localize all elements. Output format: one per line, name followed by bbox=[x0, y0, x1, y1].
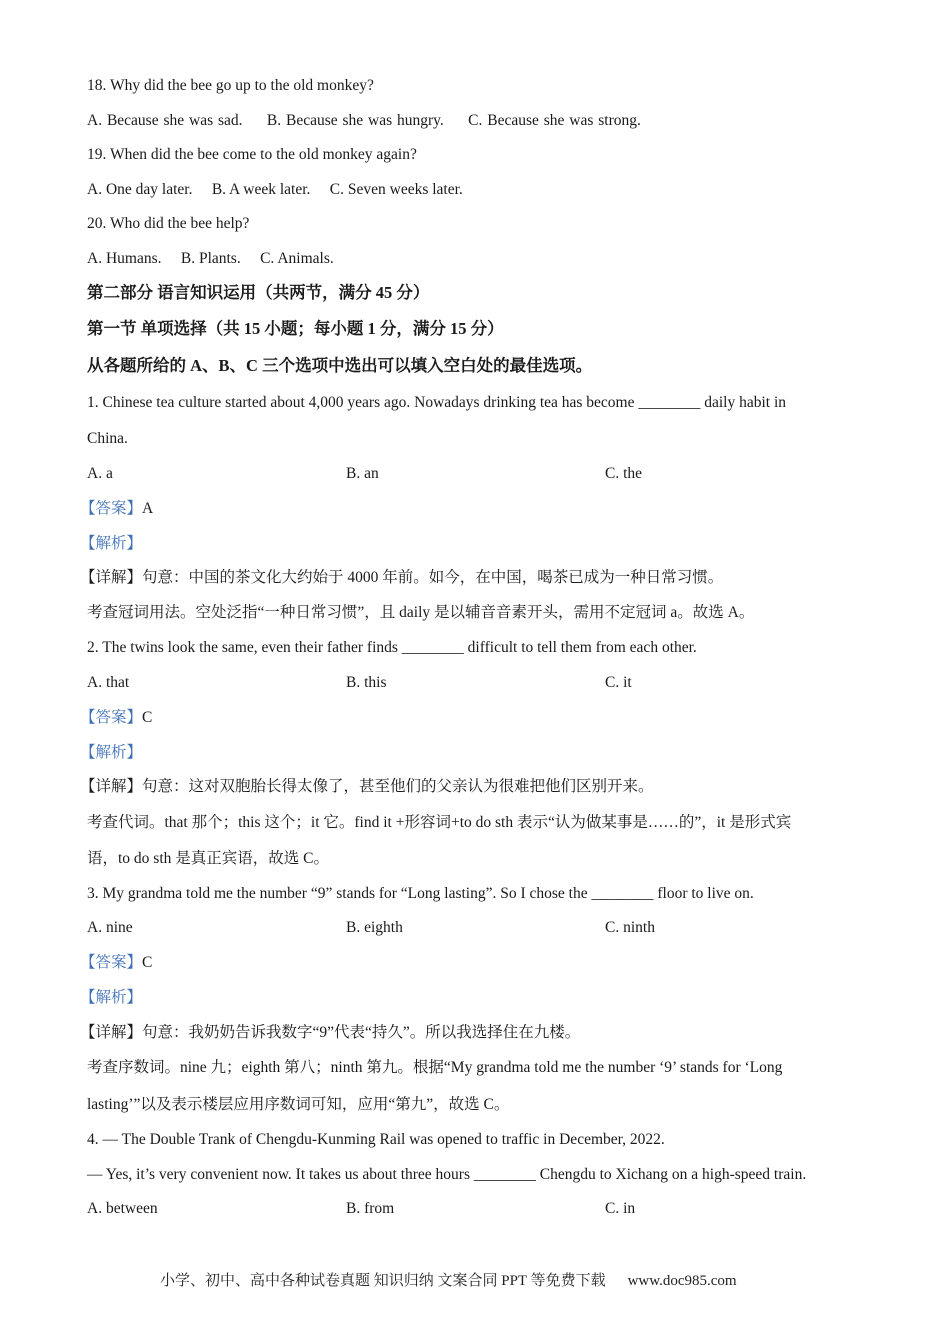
detail-text: 句意：这对双胞胎长得太像了，甚至他们的父亲认为很难把他们区别开来。 bbox=[142, 778, 654, 795]
q3-option-b: B. eighth bbox=[346, 919, 403, 936]
answer-label: 【答案】 bbox=[80, 954, 143, 971]
q1-detail bbox=[80, 568, 723, 588]
answer-label: 【答案】 bbox=[80, 500, 143, 517]
q2-stem: 2. The twins look the same, even their father finds ________ difficult to tell them from each other. bbox=[87, 639, 697, 656]
q1-analysis-label: 【解析】 bbox=[80, 535, 143, 552]
q3-detail bbox=[80, 1023, 580, 1043]
q1-stem: 1. Chinese tea culture started about 4,000 years ago. Nowadays drinking tea has become ________ daily habit in bbox=[87, 394, 787, 411]
question-19-options: A. One day later. B. A week later. C. Seven weeks later. bbox=[87, 181, 463, 198]
q3-stem: 3. My grandma told me the number “9” stands for “Long lasting”. So I chose the ________ floor to live on. bbox=[87, 885, 754, 902]
q2-detail bbox=[80, 777, 654, 797]
answer-value: A bbox=[142, 500, 154, 517]
question-18: 18. Why did the bee go up to the old monkey? bbox=[87, 77, 374, 94]
q4-option-b: B. from bbox=[346, 1200, 395, 1217]
question-20: 20. Who did the bee help? bbox=[87, 215, 250, 232]
q1-option-a: A. a bbox=[87, 465, 113, 482]
page-footer bbox=[160, 1269, 737, 1290]
q4-stem-cont: — Yes, it’s very convenient now. It takes us about three hours ________ Chengdu to Xichang on a high-speed train. bbox=[87, 1166, 807, 1183]
q1-option-c: C. the bbox=[605, 465, 643, 482]
q2-answer bbox=[80, 708, 152, 728]
q2-analysis-label: 【解析】 bbox=[80, 744, 143, 761]
q3-option-a: A. nine bbox=[87, 919, 133, 936]
q3-note: 考查序数词。nine 九；eighth 第八；ninth 第九。根据“My grandma told me the number ‘9’ stands for ‘Long bbox=[87, 1059, 783, 1076]
detail-label: 【详解】 bbox=[80, 569, 143, 586]
q1-stem-cont: China. bbox=[87, 430, 128, 447]
q2-option-b: B. this bbox=[346, 674, 387, 691]
q3-option-c: C. ninth bbox=[605, 919, 655, 936]
question-20-options: A. Humans. B. Plants. C. Animals. bbox=[87, 250, 334, 267]
detail-label: 【详解】 bbox=[80, 778, 143, 795]
footer-text: 小学、初中、高中各种试卷真题 知识归纳 文案合同 PPT 等免费下载 bbox=[160, 1273, 606, 1289]
q1-note: 考查冠词用法。空处泛指“一种日常习惯”，且 daily 是以辅音音素开头，需用不定冠词 a。故选 A。 bbox=[87, 604, 755, 621]
q1-answer bbox=[80, 499, 153, 519]
answer-value: C bbox=[142, 954, 153, 971]
q1-option-b: B. an bbox=[346, 465, 379, 482]
q2-option-c: C. it bbox=[605, 674, 632, 691]
question-19: 19. When did the bee come to the old monkey again? bbox=[87, 146, 417, 163]
q4-stem: 4. — The Double Trank of Chengdu-Kunming Rail was opened to traffic in December, 2022. bbox=[87, 1131, 665, 1148]
q4-option-a: A. between bbox=[87, 1200, 158, 1217]
part-heading: 第二部分 语言知识运用（共两节，满分 45 分） bbox=[87, 283, 430, 302]
answer-value: C bbox=[142, 709, 153, 726]
q3-analysis-label: 【解析】 bbox=[80, 989, 143, 1006]
instruction: 从各题所给的 A、B、C 三个选项中选出可以填入空白处的最佳选项。 bbox=[87, 356, 593, 375]
q2-note: 考查代词。that 那个；this 这个；it 它。find it +形容词+to do sth 表示“认为做某事是……的”，it 是形式宾 bbox=[87, 814, 792, 831]
detail-text: 句意：我奶奶告诉我数字“9”代表“持久”。所以我选择住在九楼。 bbox=[142, 1024, 581, 1041]
answer-label: 【答案】 bbox=[80, 709, 143, 726]
section-heading: 第一节 单项选择（共 15 小题；每小题 1 分，满分 15 分） bbox=[87, 319, 504, 338]
detail-text: 句意：中国的茶文化大约始于 4000 年前。如今，在中国，喝茶已成为一种日常习惯。 bbox=[142, 569, 724, 586]
q3-note-cont: lasting’”以及表示楼层应用序数词可知，应用“第九”，故选 C。 bbox=[87, 1096, 510, 1113]
q2-note-cont: 语，to do sth 是真正宾语，故选 C。 bbox=[87, 850, 329, 867]
detail-label: 【详解】 bbox=[80, 1024, 143, 1041]
question-18-options: A. Because she was sad. B. Because she was hungry. C. Because she was strong. bbox=[87, 112, 641, 129]
q3-answer bbox=[80, 953, 152, 973]
q2-option-a: A. that bbox=[87, 674, 130, 691]
footer-url[interactable]: www.doc985.com bbox=[627, 1273, 737, 1289]
q4-option-c: C. in bbox=[605, 1200, 636, 1217]
